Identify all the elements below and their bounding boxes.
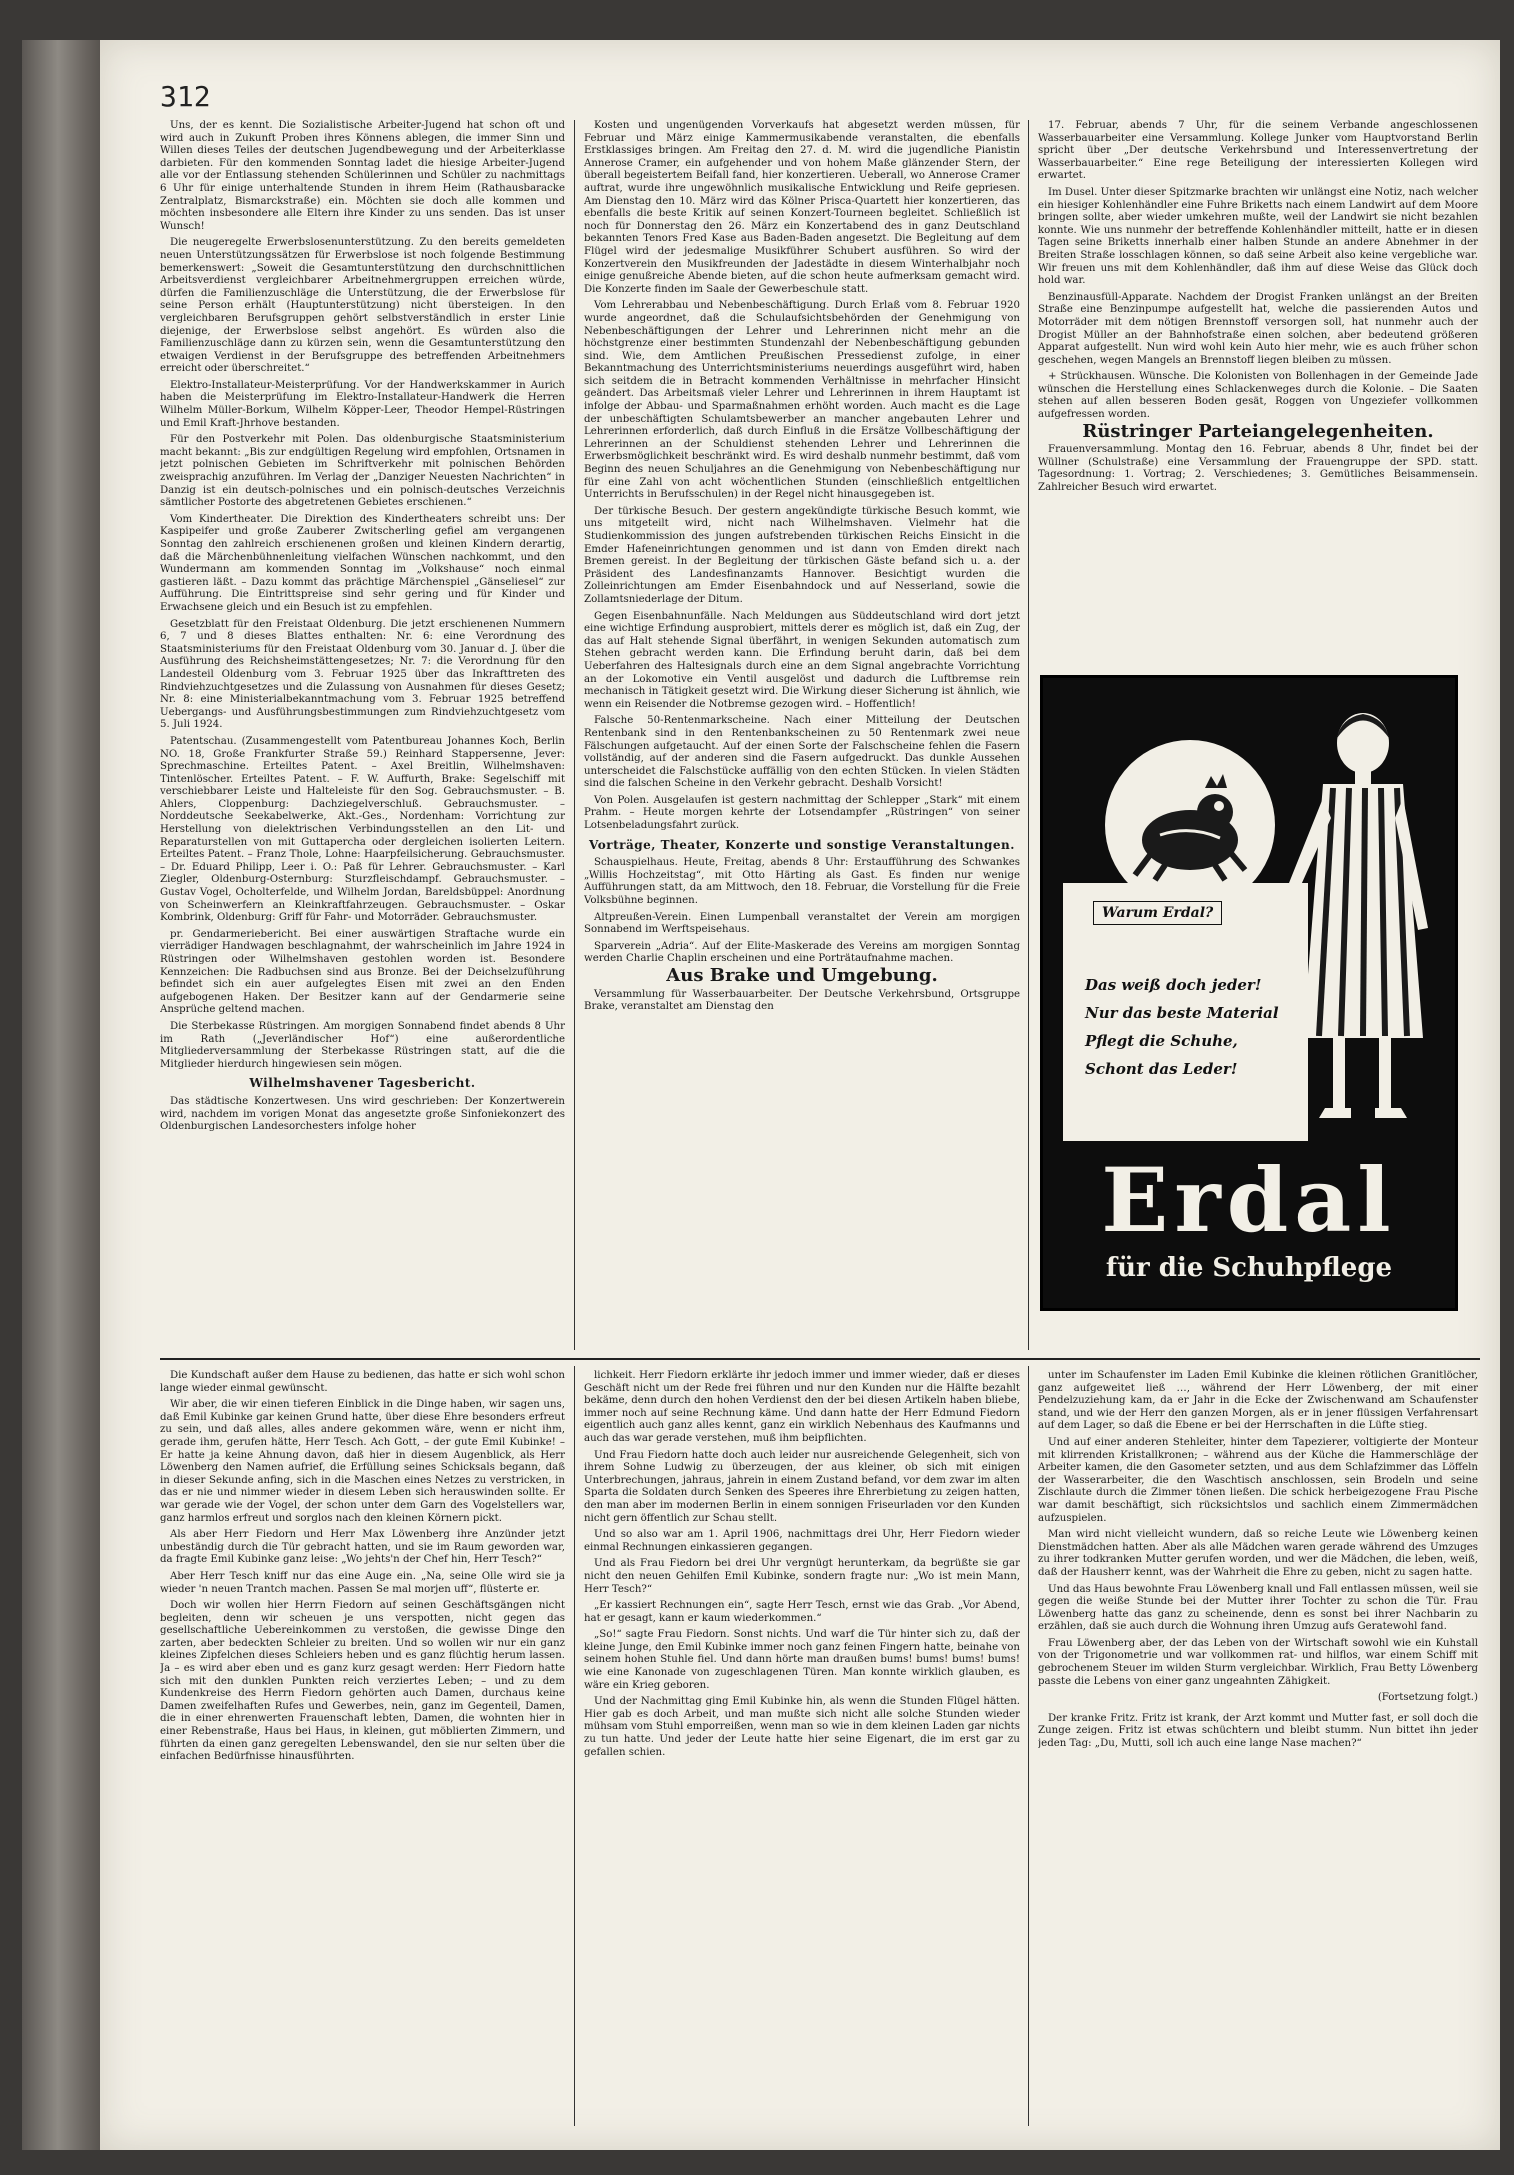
column-3 — [1038, 120, 1478, 660]
column-2-articles — [584, 120, 1020, 833]
column-2-events — [584, 857, 1020, 966]
article-paragraph: lichkeit. Herr Fiedorn erklärte ihr jedoch immer und immer wieder, daß er dieses Geschäft nicht um der Rede frei führen und nur den Kunden nur die Hälfte bezahlt bekäme, denn durch den hohen Verdienst den der bei diesen Artikeln haben bliebe, immer noch auf seine Rechnung käme. Und dann hatte der Herr Edmund Fiedorn eigentlich auch ganz alles kennt, ganz ein wirklich Nebenhaus des Kaufmanns und auch das war gerade verstehen, muß ihm beipflichten. — [584, 1370, 1020, 1444]
article-paragraph: Wir aber, die wir einen tieferen Einblick in die Dinge haben, wir sagen uns, daß Emil Kubinke gar keinen Grund hatte, über diese Ehre besonders erfreut zu sein, und daß alles, alles andere gekommen wäre, wenn er nicht ihm, gerade ihm, gerufen hätte, Herr Tesch. Ach Gott, – der gute Emil Kubinke! – Er hatte ja keine Ahnung davon, daß hier in diesem Augenblick, als Herr Löwenberg den Namen aufrief, die Erfüllung seines Schicksals begann, daß in dieser Sekunde anfing, sich in die Maschen eines Netzes zu verstricken, in das er nie und nimmer wieder in diesem Leben sich herauswinden sollte. Er war gerade wie der Vogel, der schon unter dem Garn des Vogelstellers war, ganz harmlos erfreut und sorglos nach den kleinen Körnern pickt. — [160, 1399, 565, 1524]
article-paragraph: Falsche 50-Rentenmarkscheine. Nach einer Mitteilung der Deutschen Rentenbank sind in den Rentenbankscheinen zu 50 Rentenmark zwei neue Fälschungen aufgetaucht. Auf der einen Sorte der Falschscheine fehlen die Fasern vollständig, auf der anderen sind die Fasern aufgedruckt. Das dunkle Aussehen unterscheidet die Falschstücke auffällig von den echten Stücken. In vielen Städten sind die falschen Scheine in den Verkehr gebracht. Deshalb Vorsicht! — [584, 715, 1020, 790]
article-paragraph: Sparverein „Adria“. Auf der Elite-Maskerade des Vereins am morgigen Sonntag werden Charlie Chaplin erscheinen und eine Porträtaufnahme machen. — [584, 940, 1020, 965]
bottom-column-2-text — [584, 1370, 1020, 1759]
article-paragraph: „Er kassiert Rechnungen ein“, sagte Herr Tesch, ernst wie das Grab. „Vor Abend, hat er gesagt, kann er kaum wiederkommen.“ — [584, 1600, 1020, 1624]
article-paragraph: Und als Frau Fiedorn bei drei Uhr vergnügt herunterkam, da begrüßte sie gar nicht den neuen Gehilfen Emil Kubinke, sondern fragte nur: „Wo ist mein Mann, Herr Tesch?“ — [584, 1558, 1020, 1595]
brand-tagline: für die Schuhpflege — [1105, 1253, 1393, 1283]
article-paragraph: Der türkische Besuch. Der gestern angekündigte türkische Besuch kommt, wie uns mitgeteilt wird, nicht nach Wilhelmshaven. Vielmehr hat die Studienkommission des jungen aufstrebenden türkischen Reichs Einsicht in die Emder Hafeneinrichtungen genommen und ist dann von Emden direkt nach Bremen gereist. In der Begleitung der türkischen Gäste befand sich u. a. der Präsident des Landesfinanzamts Hannover. Besichtigt wurden die Zolleinrichtungen am Emder Eisenbahndock und auf Nesserland, sowie die Zollamtsniederlage der Ditum. — [584, 505, 1020, 605]
article-paragraph: + Strückhausen. Wünsche. Die Kolonisten von Bollenhagen in der Gemeinde Jade wünschen die Herstellung eines Schlackenweges durch die Kolonie. – Die Saaten stehen auf allen besseren Boden gesät, Roggen von Ungeziefer vollkommen aufgefressen worden. — [1038, 371, 1478, 421]
article-paragraph: Aber Herr Tesch kniff nur das eine Auge ein. „Na, seine Olle wird sie ja wieder 'n neuen Trantch machen. Passen Se mal morjen uff“, flüsterte er. — [160, 1570, 565, 1595]
column-2-brake-articles — [584, 989, 1020, 1014]
bottom-column-1-text — [160, 1370, 565, 1764]
article-paragraph: Das städtische Konzertwesen. Uns wird geschrieben: Der Konzertwerein wird, nachdem im vorigen Monat das angesetzte große Sinfoniekonzert des Oldenburgischen Landesorchesters infolge hoher — [160, 1095, 565, 1133]
article-paragraph: Vom Lehrerabbau und Nebenbeschäftigung. Durch Erlaß vom 8. Februar 1920 wurde angeordnet, daß die Schulaufsichtsbehörden der Genehmigung von Nebenbeschäftigungen der Lehrer und Lehrerinnen nicht mehr an die höchstgrenze einer bestimmten Stundenzahl der Nebenbeschäftigung gebunden sind. Wie, dem Amtlichen Preußischen Pressedienst zufolge, in einer Bekanntmachung des Unterrichtsministeriums neuerdings ausgeführt wird, haben sich seitdem die in Betracht kommenden Verhältnisse in mehrfacher Hinsicht geändert. Das Arbeitsmaß vieler Lehrer und Lehrerinnen in ihrem Hauptamt ist infolge der Abbau- und Sparmaßnahmen erhöht worden. Auch macht es die Lage der unbeschäftigten Schulamtsbewerber an mancher angebauten Lehrer und Lehrerinnen erforderlich, daß durch Einfluß in die Ersätze Vollbeschäftigung der Lehrerinnen an der Schuldienst stehenden Lehrer und Lehrerinnen die Erwerbsmöglichkeit beschränkt wird. Es wird deshalb nunmehr bestimmt, daß vom Beginn des neuen Schuljahres an die Genehmigung von Nebenbeschäftigung nur für eine Zahl von acht wöchentlichen Stunden (einschließlich entgeltlichen Unterrichts in Berufsschulen) in der Regel nicht hinausgegeben ist. — [584, 300, 1020, 501]
article-paragraph: Uns, der es kennt. Die Sozialistische Arbeiter-Jugend hat schon oft und wird auch in Zukunft Proben ihres Könnens ablegen, die immer Sinn und Willen dieses Teiles der deutschen Jugendbewegung und der Arbeiterklasse darbieten. Für den kommenden Sonntag ladet die hiesige Arbeiter-Jugend alle vor der Entlassung stehenden Schülerinnen und Schüler zu nachmittags 6 Uhr für einige unterhaltende Stunden in ihrem Heim (Rathausbaracke Zentralplatz, Bismarckstraße) ein. Möchten sie doch alle kommen und möchten insbesondere alle Eltern ihre Kinder zu uns senden. Das ist unser Wunsch! — [160, 120, 565, 232]
article-paragraph: Die neugeregelte Erwerbslosenunterstützung. Zu den bereits gemeldeten neuen Unterstützungssätzen für Erwerbslose ist noch folgende Bestimmung bemerkenswert: „Soweit die Gesamtunterstützung den durchschnittlichen Arbeitsverdienst vergleichbarer Arbeitnehmergruppen erreichen würde, dürfen die Familienzuschläge die Unterstützung, die der Erwerbslose für seine Person erhält (Hauptunterstützung) nicht übersteigen. In den vergleichbaren Berufsgruppen gehört selbstverständlich in erster Linie diejenige, der Erwerbslose selbst angehört. Es würden also die Familienzuschläge dann zu kürzen sein, wenn die Gesamtunterstützung den etwaigen Verdienst in der Berufsgruppe des betreffenden Arbeitnehmers erreicht oder überschreitet.“ — [160, 237, 565, 375]
bottom-column-3 — [1038, 1370, 1478, 2130]
article-paragraph: Und der Nachmittag ging Emil Kubinke hin, als wenn die Stunden Flügel hätten. Hier gab es doch Arbeit, und man mußte sich nicht alle solche Stunden wieder mühsam vom Stuhl emporreißen, wenn man so wie in dem kleinen Laden gar nichts zu tun hatte. Und jeder der Leute hatte hier seine Eigenart, die im erst gar zu gefallen schien. — [584, 1696, 1020, 1758]
brand-name: Erdal — [1101, 1148, 1397, 1252]
article-paragraph: Altpreußen-Verein. Einen Lumpenball veranstaltet der Verein am morgigen Sonnabend im Werftspeisehaus. — [584, 911, 1020, 936]
section-divider — [160, 1358, 1480, 1360]
article-paragraph: Als aber Herr Fiedorn und Herr Max Löwenberg ihre Anzünder jetzt unbeständig durch die Tür gebracht hatten, und sie im Raum geworden war, da fragte Emil Kubinke ganz leise: „Wo jehts'n der Chef hin, Herr Tesch?“ — [160, 1529, 565, 1566]
article-paragraph: Die Sterbekasse Rüstringen. Am morgigen Sonnabend findet abends 8 Uhr im Rath („Jeverländischer Hof“) eine außerordentliche Mitgliederversammlung der Sterbekasse Rüstringen statt, auf die die Mitglieder hierdurch hingewiesen sein mögen. — [160, 1020, 565, 1070]
bottom-column-2 — [584, 1370, 1020, 2130]
article-paragraph: Man wird nicht vielleicht wundern, daß so reiche Leute wie Löwenberg keinen Dienstmädchen hatten. Aber als alle Mädchen waren gerade während des Umzuges zu ihrer todkranken Mutter gerufen worden, und wer die Mädchen, die leben, weiß, daß der Hausherr kennt, was der Wahrheit die Ehre zu geben, nicht zu sagen hatte. — [1038, 1529, 1478, 1578]
column-rule — [574, 1366, 575, 2126]
column-rule — [574, 120, 575, 1350]
slogan-line-2: Nur das beste Material — [1085, 1004, 1279, 1022]
bottom-column-1 — [160, 1370, 565, 2130]
bottom-column-3-anecdote — [1038, 1713, 1478, 1751]
article-paragraph: Doch wir wollen hier Herrn Fiedorn auf seinen Geschäftsgängen nicht begleiten, denn wir scheuen je uns verspotten, nicht gegen das gesellschaftliche Uebereinkommen zu verstoßen, die gewisse Dinge den zarten, aber bedeckten Schleier zu breiten. Und so wollen wir nur ein ganz kleines Zipfelchen dieses Schleiers heben und es ganz flüchtig herum lassen. Ja – es wird aber eben und es ganz kurz gesagt werden: Herr Fiedorn hatte sich mit den dunklen Punkten reich verziertes Leben; – und zu dem Kundenkreise des Herrn Fiedorn gehörten auch Damen, durchaus keine Damen zweifelhaften Rufes und Gewerbes, nein, ganz im Gegenteil, Damen, die in einer ehrenwerten Frauenschaft lebten, Damen, die wohnten hier in einer Rebenstraße, Haus bei Haus, in kleinen, gut möblierten Zimmern, und führten da einen ganz geregelten Lebenswandel, den sie nur selten über die einfachen Bedürfnisse hinausführten. — [160, 1600, 565, 1763]
article-paragraph: Kosten und ungenügenden Vorverkaufs hat abgesetzt werden müssen, für Februar und März einige Kammermusikabende veranstalten, die ebenfalls Erstklassiges bringen. Am Freitag den 27. d. M. wird die jugendliche Pianistin Annerose Cramer, ein aufgehender und von hohem Maße glänzender Stern, der überall begeistertem Beifall fand, hier konzertieren. Ueberall, wo Annerose Cramer auftrat, wurde ihre ungewöhnlich musikalische Entwicklung und Reife gepriesen. Am Dienstag den 10. März wird das Kölner Prisca-Quartett hier konzertieren, das ebenfalls die beste Kritik auf seinen Konzert-Tourneen begleitet. Schließlich ist noch für Donnerstag den 26. März ein Konzertabend des in ganz Deutschland bekannten Tenors Fred Kase aus Baden-Baden angesetzt. Die Begleitung auf dem Flügel wird der jedesmalige Musikführer Schubert ausführen. So wird der Konzertverein den Musikfreunden der Jadestädte in diesem Winterhalbjahr noch einige genußreiche Abende bieten, auf die schon heute aufmerksam gemacht wird. Die Konzerte finden im Saale der Gewerbeschule statt. — [584, 120, 1020, 295]
section-heading-wilhelmshaven: Wilhelmshavener Tagesbericht. — [249, 1076, 476, 1091]
section-heading-ruestringer: Rüstringer Parteiangelegenheiten. — [1082, 420, 1434, 442]
article-paragraph: pr. Gendarmeriebericht. Bei einer auswärtigen Straftache wurde ein vierrädiger Handwagen beschlagnahmt, der wahrscheinlich im Jahre 1924 in Rüstringen oder Wilhelmshaven gestohlen worden ist. Besondere Kennzeichen: Die Radbuchsen sind aus Bronze. Bei der Deichselzuführung befindet sich ein auer aufgelegtes Eisen mit zwei an den Enden aufgebogenen Haken. Der Besitzer kann auf der Gendarmerie seine Ansprüche geltend machen. — [160, 928, 565, 1016]
continuation-note: (Fortsetzung folgt.) — [1377, 1692, 1478, 1704]
column-1 — [160, 120, 565, 1352]
article-paragraph: Frauenversammlung. Montag den 16. Februar, abends 8 Uhr, findet bei der Wüllner (Schulstraße) eine Versammlung der Frauengruppe der SPD. statt. Tagesordnung: 1. Vortrag; 2. Verschiedenes; 3. Gemütliches Beisammensein. Zahlreicher Besuch wird erwartet. — [1038, 444, 1478, 494]
column-1-after-articles — [160, 1096, 565, 1134]
slogan-line-3: Pflegt die Schuhe, — [1085, 1032, 1238, 1050]
article-paragraph: Und Frau Fiedorn hatte doch auch leider nur ausreichende Gelegenheit, sich von ihrem Sohne Ludwig zu überzeugen, der aus kleiner, ob sich mit einigen Unterbrechungen, jahraus, jahrein in einem Zustand befand, vor dem zwar im alten Sparta die Soldaten durch Senken des Speeres ihre Ehrerbietung zu zeigen hatten, den man aber im modernen Berlin in einem sonnigen Friseurladen vor den Kunden nicht gern öffentlich zur Schau stellt. — [584, 1449, 1020, 1524]
article-paragraph: Versammlung für Wasserbauarbeiter. Der Deutsche Verkehrsbund, Ortsgruppe Brake, veranstaltet am Dienstag den — [584, 988, 1020, 1013]
article-paragraph: Von Polen. Ausgelaufen ist gestern nachmittag der Schlepper „Stark“ mit einem Prahm. – Heute morgen kehrte der Lotsendampfer „Rüstringen“ von seiner Lotsenbeladungsfahrt zurück. — [584, 794, 1020, 832]
erdal-advertisement — [1040, 675, 1458, 1311]
slogan-line-4: Schont das Leder! — [1085, 1060, 1238, 1078]
article-paragraph: Gesetzblatt für den Freistaat Oldenburg. Die jetzt erschienenen Nummern 6, 7 und 8 dieses Blattes enthalten: Nr. 6: eine Verordnung des Staatsministeriums für den Freistaat Oldenburg vom 30. Januar d. J. über die Ausführung des Reichsheimstättengesetzes; Nr. 7: die Verordnung für den Landesteil Oldenburg vom 3. Februar 1925 über das Inkrafttreten des Rindviehzuchtgesetzes und die Zulassung von Ausnahmen für dieses Gesetz; Nr. 8: eine Ministerialbekanntmachung vom 3. Februar 1925 betreffend Uebergangs- und Ausführungsbestimmungen zum Rindviehzuchtgesetz vom 5. Juli 1924. — [160, 618, 565, 731]
article-paragraph: Patentschau. (Zusammengestellt vom Patentbureau Johannes Koch, Berlin NO. 18, Große Frankfurter Straße 59.) Reinhard Stappersenne, Jever: Sprechmaschine. Erteiltes Patent. – Axel Breitlin, Wilhelmshaven: Tintenlöscher. Erteiltes Patent. – F. W. Auffurth, Brake: Segelschiff mit verschiebbarer Leiste und Halteleiste für den Sog. Gebrauchsmuster. – B. Ahlers, Cloppenburg: Dachziegelverschluß. Gebrauchsmuster. – Norddeutsche Seekabelwerke, Akt.-Ges., Nordenham: Vorrichtung zur Herstellung von dielektrischen Verbindungsstellen an den Lit- und Reparaturstellen von mit Guttapercha oder dergleichen isolierten Leitern. Erteiltes Patent. – Franz Thole, Lohne: Haarpfeilsicherung. Gebrauchsmuster. – Dr. Eduard Philipp, Leer i. O.: Paß für Lehrer. Gebrauchsmuster. – Karl Ziegler, Oldenburg-Osternburg: Sturzfleischdampf. Gebrauchsmuster. – Gustav Vogel, Ocholterfelde, und Wilhelm Jordan, Bareldsbüppel: Anordnung von Scheinwerfern an Kleinkraftfahrzeugen. Gebrauchsmuster. – Oskar Kombrink, Oldenburg: Griff für Fahr- und Motorräder. Gebrauchsmuster. — [160, 735, 565, 924]
column-rule — [1028, 120, 1029, 1350]
bottom-column-3-text — [1038, 1370, 1478, 1688]
article-paragraph: unter im Schaufenster im Laden Emil Kubinke die kleinen rötlichen Granitlöcher, ganz aufgeweitet ließ …, während der Herr Löwenberg, der mit einer Pendelzuziehung kam, da er Jahr in die Ecke der Zwischenwand am Schaufenster stand, und wie der Herr den ganzen Morgen, als er in jener flüssigen Verfahrensart auf dem Lager, so daß die Ebene er bei der Herrschaften in die Lüfte stieg. — [1038, 1370, 1478, 1432]
page-number: 312 — [160, 80, 211, 113]
article-paragraph: Und das Haus bewohnte Frau Löwenberg knall und Fall entlassen müssen, weil sie gegen die weiße Stunde bei der Mutter ihrer Tochter zu schon die Tür. Frau Löwenberg hatte das ganz zu scheinende, denn es sonst bei ihrer Nachbarin zu erzählen, daß sie auch durch die Wohnung ihren Umzug aufs Geratewohl fand. — [1038, 1583, 1478, 1633]
column-1-articles — [160, 120, 565, 1071]
article-paragraph: Gegen Eisenbahnunfälle. Nach Meldungen aus Süddeutschland wird dort jetzt eine wichtige Erfindung ausprobiert, mittels derer es möglich ist, daß ein Zug, der das auf Halt stehende Signal überfährt, in wenigen Sekunden automatisch zum Stehen gebracht werden kann. Die Erfindung beruht darin, daß bei dem Ueberfahren des Haltesignals durch eine an dem Signal angebrachte Vorrichtung an der Lokomotive ein Ventil ausgelöst und dadurch die Luftbremse rein mechanisch in Tätigkeit gesetzt wird. Die Wirkung dieser Sicherung ist ähnlich, wie wenn ein Reisender die Notbremse gezogen wird. – Hoffentlich! — [584, 610, 1020, 710]
slogan-line-1: Das weiß doch jeder! — [1085, 976, 1262, 994]
article-paragraph: Und so also war am 1. April 1906, nachmittags drei Uhr, Herr Fiedorn wieder einmal Rechnungen einkassieren gegangen. — [584, 1529, 1020, 1553]
section-heading-events: Vorträge, Theater, Konzerte und sonstige Veranstaltungen. — [589, 837, 1015, 852]
article-paragraph: Für den Postverkehr mit Polen. Das oldenburgische Staatsministerium macht bekannt: „Bis zur endgültigen Regelung wird empfohlen, Ortsnamen in jetzt polnischen Gebieten im Schriftverkehr mit polnischen Behörden zweisprachig anzuführen. Im Verlag der „Danziger Neuesten Nachrichten“ in Danzig ist ein deutsch-polnisches und ein polnisch-deutsches Verzeichnis sämtlicher Postorte des abgetretenen Gebietes erschienen.“ — [160, 434, 565, 509]
section-heading-brake: Aus Brake und Umgebung. — [666, 965, 938, 986]
column-rule — [1028, 1366, 1029, 2126]
woman-illustration — [1263, 698, 1443, 1138]
article-paragraph: Elektro-Installateur-Meisterprüfung. Vor der Handwerkskammer in Aurich haben die Meisterprüfung im Elektro-Installateur-Handwerk die Herren Wilhelm Müller-Borkum, Wilhelm Köpper-Leer, Theodor Hempel-Rüstringen und Emil Kraft-Jhrhove bestanden. — [160, 379, 565, 429]
column-2 — [584, 120, 1020, 1352]
article-paragraph: Benzinausfüll-Apparate. Nachdem der Drogist Franken unlängst an der Breiten Straße eine Benzinpumpe aufgestellt hat, welche die passierenden Autos und Motorräder mit dem nötigen Brennstoff versorgen soll, hat nunmehr auch der Drogist Müller an der Bahnhofstraße einen solchen, aber bedeutend größeren Apparat aufgestellt. Nun wird wohl kein Auto hier mehr, wie es auch früher schon geschehen, wegen Mangels an Brennstoff liegen bleiben zu müssen. — [1038, 291, 1478, 366]
article-paragraph: Und auf einer anderen Stehleiter, hinter dem Tapezierer, voltigierte der Monteur mit klirrenden Kristallkronen; – während aus der Küche die Hammerschläge der Arbeiter kamen, die den Gasometer setzten, und aus dem Schlafzimmer das Löffeln der Wasserarbeiter, die den Waschtisch anschlossen, sein Brodeln und seine Zischlaute durch die Zimmer tönen ließen. Die schick herbeigezogene Frau Pische war damit beschäftigt, sich rücksichtslos und sachlich einem Zimmermädchen aufzuspielen. — [1038, 1436, 1478, 1524]
article-paragraph: 17. Februar, abends 7 Uhr, für die seinem Verbande angeschlossenen Wasserbauarbeiter eine Versammlung. Kollege Junker vom Hauptvorstand Berlin spricht über „Der deutsche Verkehrsbund und Interessenvertretung der Wasserbauarbeiter.“ Eine rege Beteiligung der interessierten Kollegen wird erwartet. — [1038, 120, 1478, 182]
column-3-articles — [1038, 120, 1478, 422]
slogan-question: Warum Erdal? — [1093, 901, 1222, 925]
article-paragraph: Der kranke Fritz. Fritz ist krank, der Arzt kommt und Mutter fast, er soll doch die Zunge zeigen. Fritz ist etwas schüchtern und bleibt stumm. Nun bittet ihn jeder jeden Tag: „Du, Mutti, soll ich auch eine lange Nase machen?“ — [1038, 1712, 1478, 1750]
article-paragraph: Im Dusel. Unter dieser Spitzmarke brachten wir unlängst eine Notiz, nach welcher ein hiesiger Kohlenhändler eine Fuhre Briketts nach einem Landwirt auf dem Moore bringen sollte, aber wieder umkehren mußte, weil der Landwirt sie nicht bezahlen konnte. Wie uns nunmehr der betreffende Kohlenhändler mitteilt, hatte er in diesen Tagen seine Briketts innerhalb einer halben Stunde an andere Abnehmer in der Breiten Straße losschlagen können, so daß seine Arbeit also keine vergebliche war. Wir freuen uns mit dem Kohlenhändler, daß ihm auf diese Weise das Glück doch hold war. — [1038, 186, 1478, 287]
article-paragraph: „So!“ sagte Frau Fiedorn. Sonst nichts. Und warf die Tür hinter sich zu, daß der kleine Junge, den Emil Kubinke immer noch ganz feinen Fingern hatte, beinahe von seinem hohen Stuhle fiel. Und dann hörte man draußen bums! bums! bums! bums! wie eine Kanonade von zugeschlagenen Türen. Man konnte wirklich glauben, es wäre ein Krieg geboren. — [584, 1629, 1020, 1691]
article-paragraph: Schauspielhaus. Heute, Freitag, abends 8 Uhr: Erstaufführung des Schwankes „Willis Hochzeitstag“, mit Otto Härting als Gast. Es finden nur wenige Aufführungen statt, da am Mittwoch, den 18. Februar, die Vorstellung für die Freie Volksbühne beginnen. — [584, 857, 1020, 907]
article-paragraph: Vom Kindertheater. Die Direktion des Kindertheaters schreibt uns: Der Kaspipeifer und große Zauberer Zwitscherling gefiel am vergangenen Sonntag den zahlreich erschienenen großen und kleinen Kindern derartig, daß die Märchenbühnenleitung vielfachen Wünschen nachkommt, und den Wundermann am kommenden Sonntag im „Volkshause“ noch einmal gastieren läßt. – Dazu kommt das prächtige Märchenspiel „Gänseliesel“ zur Aufführung. Die Eintrittspreise sind sehr gering und für Kinder und Erwachsene gleich und ein Besuch ist zu empfehlen. — [160, 513, 565, 613]
column-3-party-articles — [1038, 444, 1478, 494]
book-spine — [22, 40, 112, 2150]
article-paragraph: Frau Löwenberg aber, der das Leben von der Wirtschaft sowohl wie ein Kuhstall von der Trigonometrie und war vollkommen rat- und hilflos, war einem Schiff mit gebrochenem Steuer im wilden Sturm vergleichbar. Wirklich, Frau Betty Löwenberg passte die Lebens von einer ganz ungeahnten Zähigkeit. — [1038, 1637, 1478, 1687]
newspaper-page — [100, 40, 1500, 2150]
article-paragraph: Die Kundschaft außer dem Hause zu bedienen, das hatte er sich wohl schon lange wieder einmal gewünscht. — [160, 1370, 565, 1394]
